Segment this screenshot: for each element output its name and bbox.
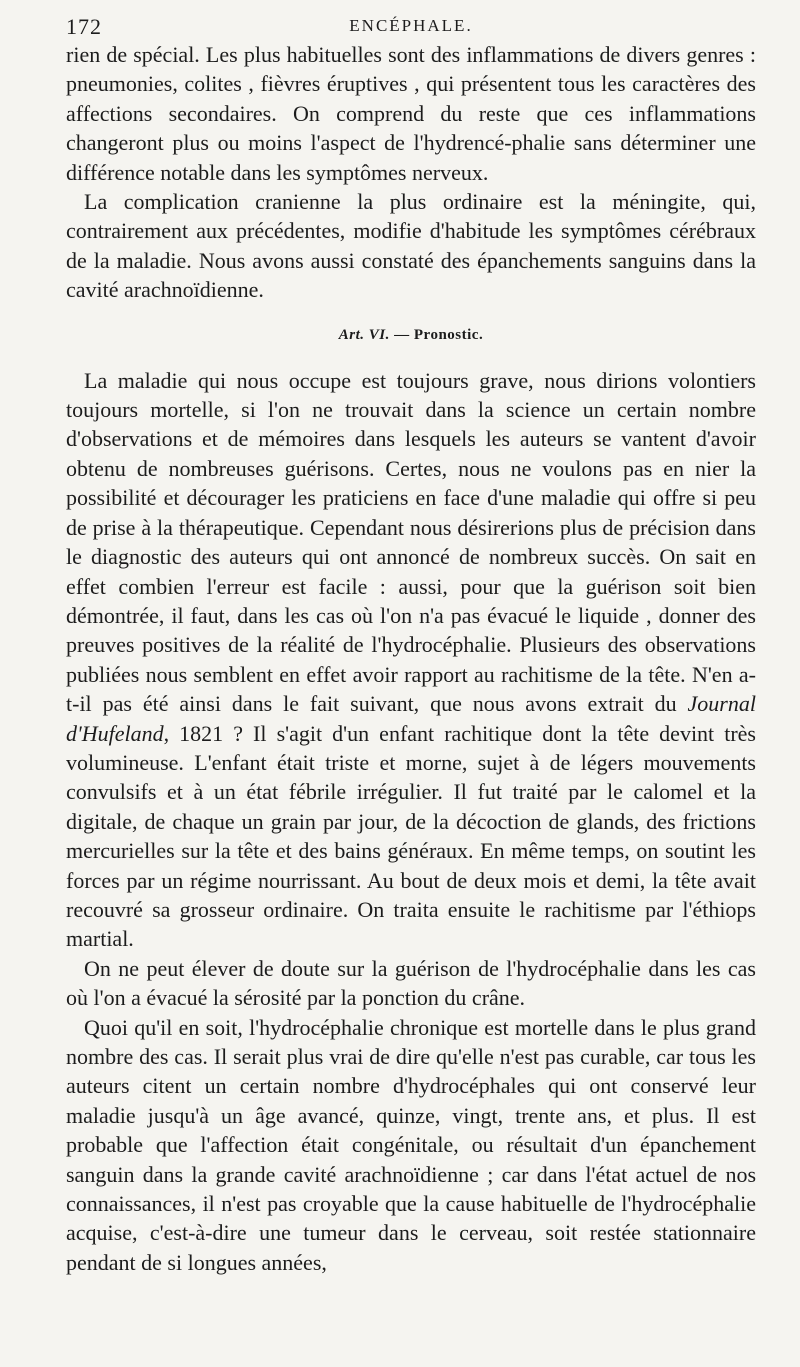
running-title: ENCÉPHALE. [349, 16, 473, 35]
section-dash: — [394, 326, 410, 343]
section-title: Pronostic. [413, 326, 484, 343]
paragraph-3-part-2: , 1821 ? Il s'agit d'un enfant rachitique dont la tête devint très volumineuse. L'enfant était triste et morne, sujet à de légers mouvements convulsifs et à un état fébrile irrégulier. Il fut traité par le calomel et la digitale, de chaque un grain par jour, de la décoction de glands, des frictions mercurielles sur la tête et des bains généraux. En même temps, on soutint les forces par un régime nourrissant. Au bout de deux mois et demi, la tête avait recouvré sa grosseur ordinaire. On traita ensuite le rachitisme par l'éthiops martial. [66, 720, 756, 952]
paragraph-2: La complication cranienne la plus ordinaire est la méningite, qui, contrairement aux précédentes, modifie d'habitude les symptômes cérébraux de la maladie. Nous avons aussi constaté des épanchements sanguins dans la cavité arachnoïdienne. [66, 189, 756, 303]
paragraph-3-part-1: La maladie qui nous occupe est toujours grave, nous dirions volontiers toujours mortelle, si l'on ne trouvait dans la science un certain nombre d'observations et de mémoires dans lesquels les auteurs se vantent d'avoir obtenu de nombreuses guérisons. Certes, nous ne voulons pas en nier la possibilité et décourager les praticiens en face d'une maladie qui offre si peu de prise à la thérapeutique. Cependant nous désirerions plus de précision dans le diagnostic des auteurs qui ont annoncé de nombreux succès. On sait en effet combien l'erreur est facile : aussi, pour que la guérison soit bien démontrée, il faut, dans les cas où l'on n'a pas évacué le liquide , donner des preuves positives de la réalité de l'hydrocéphalie. Plusieurs des observations publiées nous semblent en effet avoir rapport au rachitisme de la tête. N'en a-t-il pas été ainsi dans le fait suivant, que nous avons extrait du [66, 367, 756, 717]
paragraph-5: Quoi qu'il en soit, l'hydrocéphalie chronique est mortelle dans le plus grand nombre des cas. Il serait plus vrai de dire qu'elle n'est pas curable, car tous les auteurs citent un certain nombre d'hydrocéphales qui ont conservé leur maladie jusqu'à un âge avancé, quinze, vingt, trente ans, et plus. Il est probable que l'affection était congénitale, ou résultait d'un épanchement sanguin dans la grande cavité arachnoïdienne ; car dans l'état actuel de nos connaissances, il n'est pas croyable que la cause habituelle de l'hydrocéphalie acquise, c'est-à-dire une tumeur dans le cerveau, soit restée stationnaire pendant de si longues années, [66, 1014, 756, 1275]
paragraph-1: rien de spécial. Les plus habituelles sont des inflammations de divers genres : pneumonies, colites , fièvres éruptives , qui présentent tous les caractères des affections secondaires. On comprend du reste que ces inflammations changeront plus ou moins l'aspect de l'hydrencé-phalie sans déterminer une différence notable dans les symptômes nerveux. [66, 42, 756, 185]
running-head [66, 10, 756, 40]
section-heading [66, 327, 756, 344]
paragraph-4: On ne peut élever de doute sur la guérison de l'hydrocéphalie dans les cas où l'on a évacué la sérosité par la ponction du crâne. [66, 955, 756, 1011]
body-text [66, 40, 756, 1277]
paragraph-3 [66, 366, 756, 954]
section-number: Art. VI. [338, 326, 390, 343]
page-number: 172 [66, 14, 102, 39]
journal-citation: Journal d'Hufeland [66, 691, 756, 746]
